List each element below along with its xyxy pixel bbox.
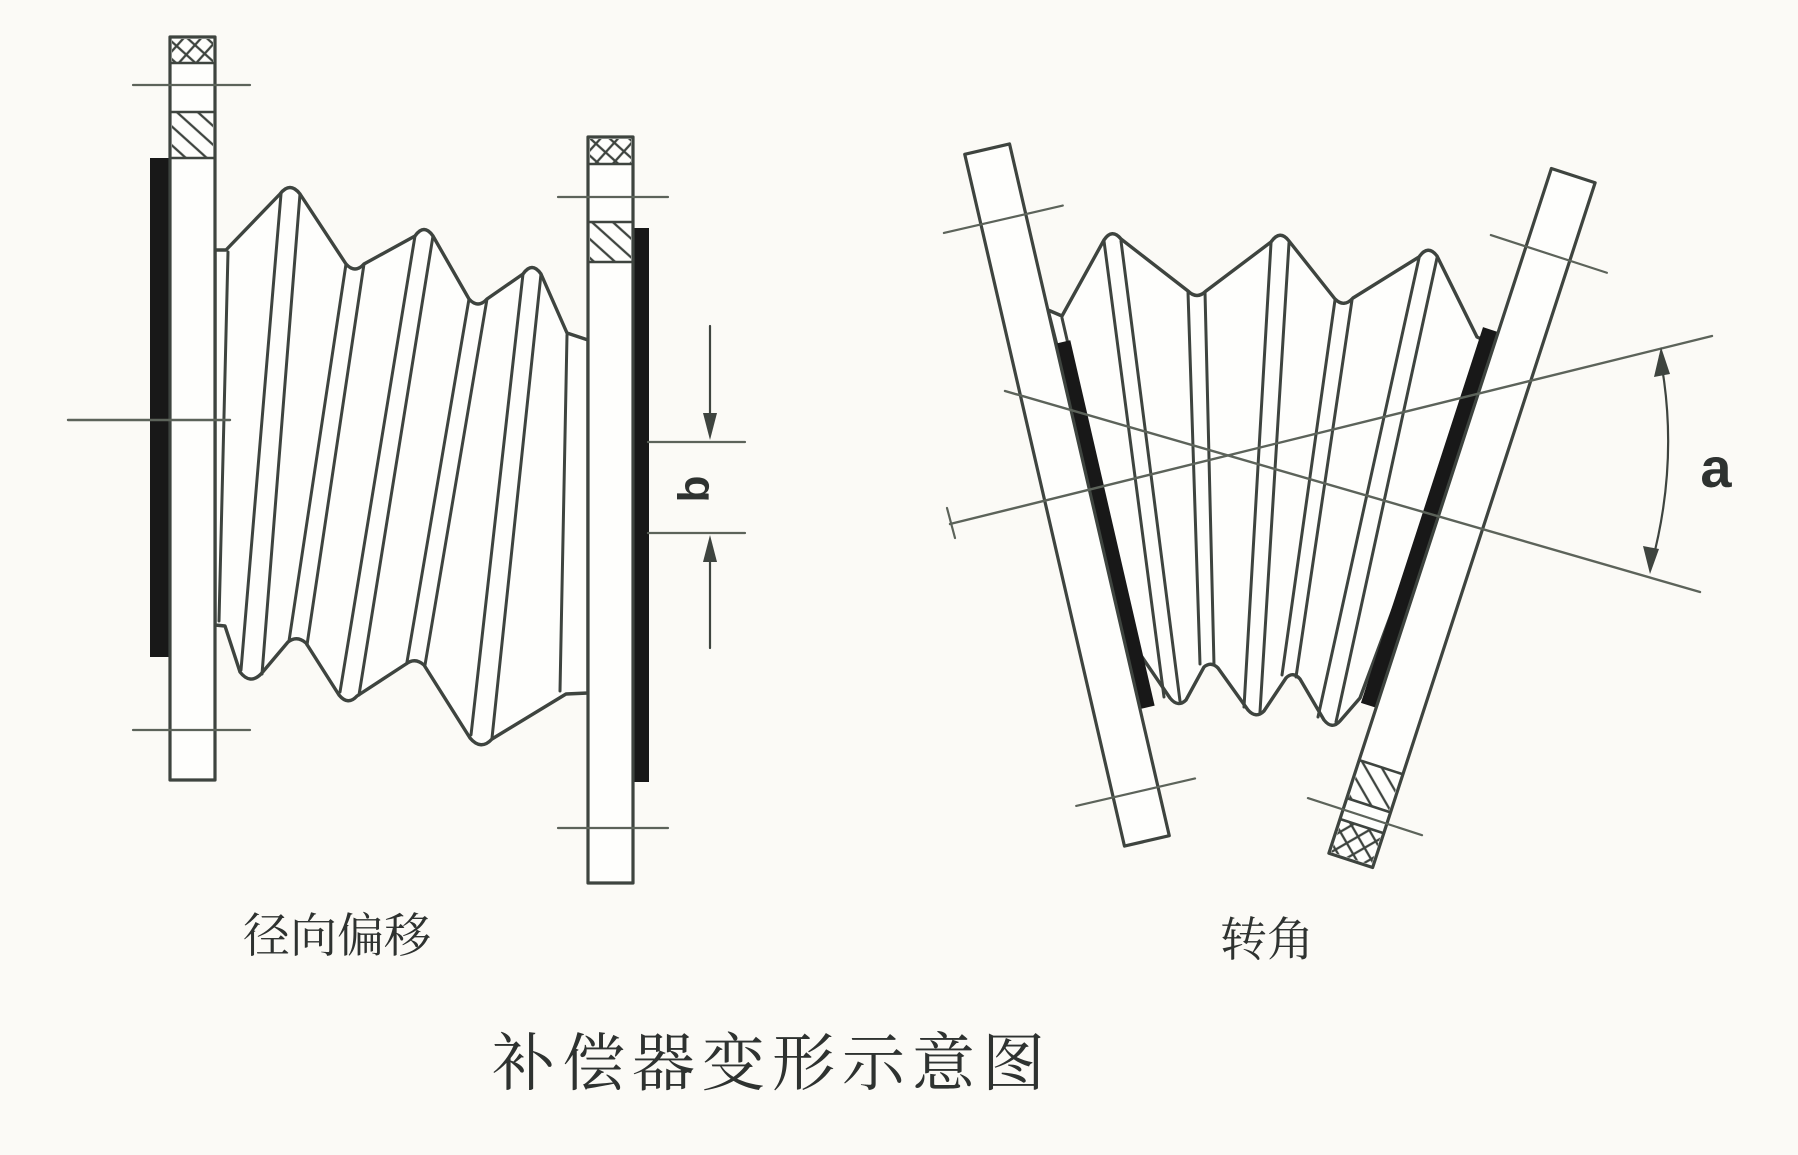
figure-title: 补偿器变形示意图	[492, 1029, 1052, 1099]
flange-crosshatch-band	[590, 139, 631, 164]
arrowhead-up	[703, 535, 717, 562]
rubber-seal-strip	[150, 158, 170, 657]
arrowhead-down	[703, 413, 717, 440]
angular-rotation-caption: 转角	[1220, 913, 1314, 966]
angle-arc	[1651, 356, 1668, 566]
radial-offset-diagram	[68, 37, 745, 962]
arrowhead-arc-bottom	[1643, 546, 1659, 574]
dimension-symbol-b: b	[669, 475, 719, 503]
flange-hatch-band	[590, 223, 631, 262]
dimension-symbol-a: a	[1700, 436, 1732, 499]
bellows-outline	[215, 188, 588, 745]
radial-offset-caption: 径向偏移	[243, 909, 431, 962]
rubber-seal-strip	[633, 228, 649, 782]
arrowhead-arc-top	[1654, 347, 1670, 377]
angular-rotation-diagram	[928, 135, 1733, 966]
flange-hatch-band	[172, 113, 213, 158]
flange-crosshatch-band	[172, 39, 213, 63]
angle-dimension	[1643, 347, 1732, 574]
radial-offset-dimension	[648, 326, 745, 648]
